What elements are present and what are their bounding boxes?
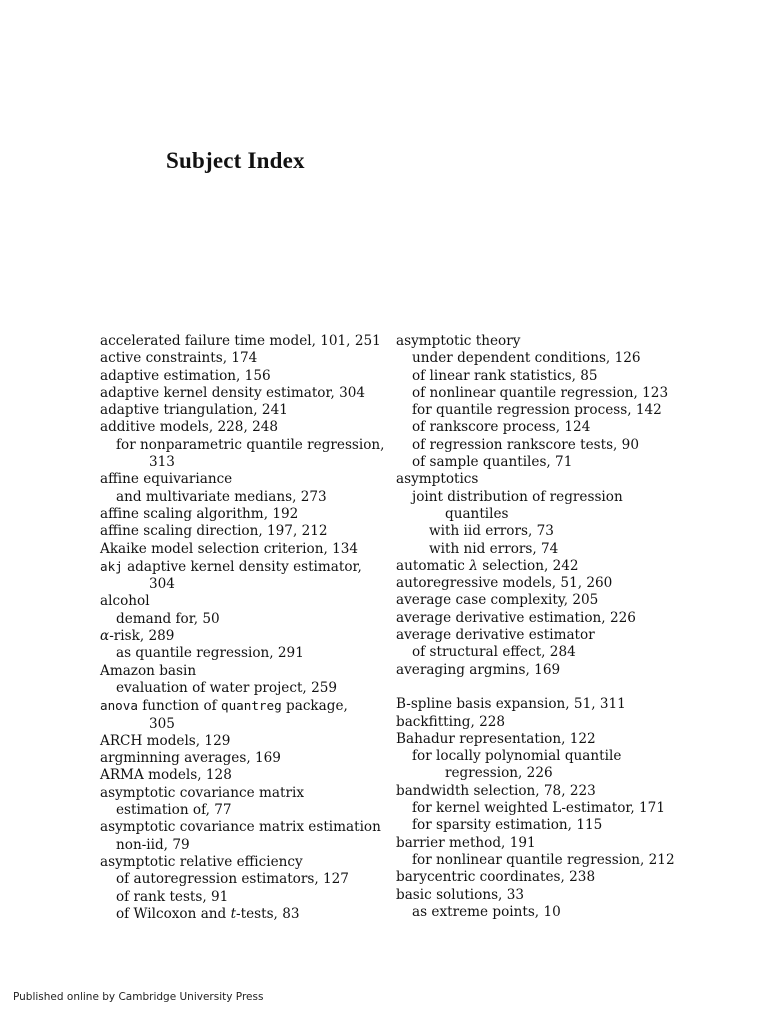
index-entry: affine equivariance: [100, 471, 233, 488]
index-entry: active constraints, 174: [100, 350, 258, 367]
index-subentry: with nid errors, 74: [429, 540, 559, 557]
index-entry: B-spline basis expansion, 51, 311: [396, 696, 626, 713]
index-entry: basic solutions, 33: [396, 886, 524, 903]
index-entry: averaging argmins, 169: [396, 661, 561, 678]
index-entry: asymptotics: [396, 471, 479, 488]
index-entry-text-part: α: [100, 628, 110, 645]
index-subentry: evaluation of water project, 259: [116, 679, 338, 696]
letter-group-gap: [396, 679, 686, 696]
index-subentry: and multivariate medians, 273: [116, 488, 327, 505]
index-entry-text-part: adaptive kernel density estimator,: [122, 558, 362, 575]
index-entry: bandwidth selection, 78, 223: [396, 782, 596, 799]
index-subentry: for nonlinear quantile regression, 212: [412, 851, 675, 868]
index-subentry: for sparsity estimation, 115: [412, 817, 603, 834]
index-entry: additive models, 228, 248: [100, 419, 279, 436]
index-column-left: [100, 333, 390, 923]
index-entry: [100, 558, 390, 576]
index-subentry: for quantile regression process, 142: [412, 402, 662, 419]
index-subentry: as extreme points, 10: [412, 903, 561, 920]
index-entry: ARMA models, 128: [100, 767, 232, 784]
index-entry-text-part: λ: [469, 557, 478, 574]
index-entry-text-part: function of: [137, 698, 222, 715]
index-entry: [100, 628, 390, 645]
index-entry: adaptive kernel density estimator, 304: [100, 384, 366, 401]
index-entry: average derivative estimator: [396, 627, 595, 644]
index-entry-text-part: -risk, 289: [109, 628, 175, 645]
index-subentry: 313: [149, 454, 175, 471]
index-entry-text-part: of Wilcoxon and: [116, 905, 231, 922]
index-subentry: quantiles: [445, 505, 509, 522]
index-entry: asymptotic relative efficiency: [100, 853, 303, 870]
index-entry: asymptotic covariance matrix: [100, 784, 304, 801]
index-subentry: joint distribution of regression: [412, 488, 623, 505]
index-entry-text-part: quantreg: [221, 698, 282, 714]
index-entry: adaptive estimation, 156: [100, 367, 271, 384]
index-entry: autoregressive models, 51, 260: [396, 575, 613, 592]
index-entry: ARCH models, 129: [100, 732, 231, 749]
index-subentry: 304: [149, 576, 175, 593]
index-subentry: regression, 226: [445, 765, 553, 782]
index-entry-text-part: -tests, 83: [236, 905, 300, 922]
index-subentry: 305: [149, 715, 175, 732]
index-subentry: of sample quantiles, 71: [412, 454, 573, 471]
index-entry: average derivative estimation, 226: [396, 609, 636, 626]
index-subentry: of autoregression estimators, 127: [116, 871, 349, 888]
index-entry-text-part: t: [230, 905, 237, 922]
index-subentry: of structural effect, 284: [412, 644, 576, 661]
index-entry: [396, 558, 686, 575]
index-entry: affine scaling direction, 197, 212: [100, 523, 328, 540]
index-entry-text-part: selection, 242: [477, 557, 579, 574]
index-subentry: of regression rankscore tests, 90: [412, 436, 639, 453]
index-entry: [100, 697, 390, 715]
index-subentry: of rankscore process, 124: [412, 419, 591, 436]
page-title: Subject Index: [166, 148, 305, 173]
index-subentry: estimation of, 77: [116, 802, 232, 819]
index-entry-text-part: anova: [100, 698, 138, 714]
index-subentry: for locally polynomial quantile: [412, 748, 622, 765]
index-entry: affine scaling algorithm, 192: [100, 505, 299, 522]
index-subentry: with iid errors, 73: [429, 523, 554, 540]
index-entry: adaptive triangulation, 241: [100, 402, 288, 419]
index-entry: Akaike model selection criterion, 134: [100, 540, 359, 557]
index-subentry: under dependent conditions, 126: [412, 350, 641, 367]
index-subentry: of nonlinear quantile regression, 123: [412, 384, 669, 401]
index-entry: Bahadur representation, 122: [396, 730, 596, 747]
index-entry-text-part: package,: [281, 698, 348, 715]
index-entry-text-part: automatic: [396, 557, 470, 574]
index-entry: asymptotic theory: [396, 333, 521, 349]
index-entry: accelerated failure time model, 101, 251: [100, 333, 381, 349]
index-subentry: for kernel weighted L-estimator, 171: [412, 800, 665, 817]
index-subentry: of linear rank statistics, 85: [412, 367, 598, 384]
index-entry: barycentric coordinates, 238: [396, 869, 596, 886]
index-entry: average case complexity, 205: [396, 592, 599, 609]
index-entry-text-part: akj: [100, 558, 123, 574]
index-subentry: [100, 906, 390, 923]
index-subentry: for nonparametric quantile regression,: [116, 436, 385, 453]
index-subentry: of rank tests, 91: [116, 888, 229, 905]
index-subentry: as quantile regression, 291: [116, 645, 304, 662]
index-entry: Amazon basin: [100, 662, 197, 679]
index-subentry: demand for, 50: [116, 610, 220, 627]
index-entry: alcohol: [100, 593, 150, 610]
index-entry: barrier method, 191: [396, 834, 536, 851]
publisher-footer: Published online by Cambridge University Press: [13, 991, 264, 1003]
index-subentry: non-iid, 79: [116, 836, 190, 853]
index-column-right: [396, 333, 686, 921]
index-entry: asymptotic covariance matrix estimation: [100, 819, 381, 836]
index-entry: argminning averages, 169: [100, 750, 281, 767]
index-entry: backfitting, 228: [396, 713, 506, 730]
